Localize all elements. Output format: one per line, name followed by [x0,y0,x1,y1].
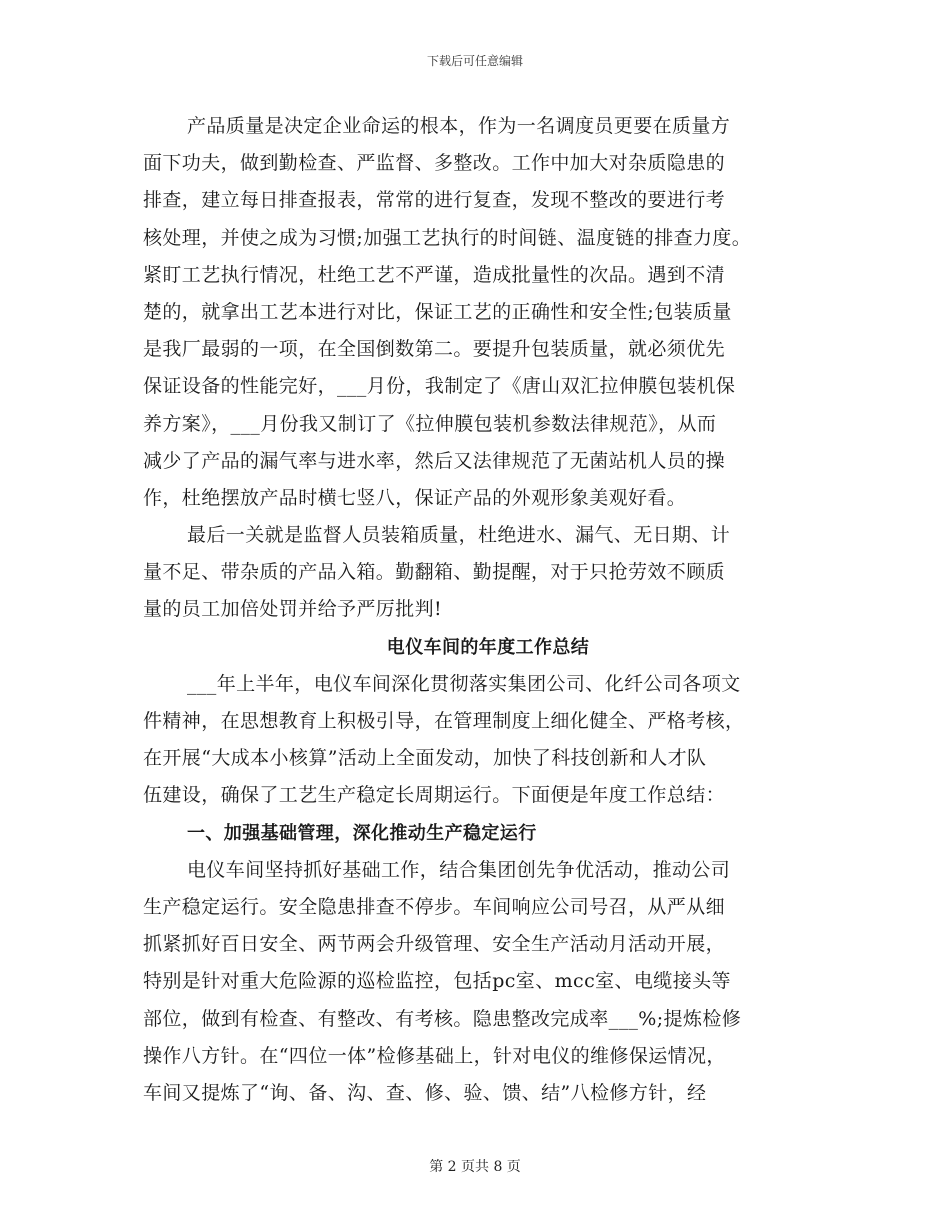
paragraph-line: 核处理，并使之成为习惯;加强工艺执行的时间链、温度链的排查力度。 [143,226,752,249]
paragraph-line: 面下功夫，做到勤检查、严监督、多整改。工作中加大对杂质隐患的 [143,152,726,175]
paragraph-line: 特别是针对重大危险源的巡检监控，包括pc室、mcc室、电缆接头等 [143,970,731,993]
paragraph-line: ___年上半年，电仪车间深化贯彻落实集团公司、化纤公司各项文 [187,672,741,695]
page-header: 下载后可任意编辑 [426,54,523,68]
paragraph-line: 电仪车间坚持抓好基础工作，结合集团创先争优活动，推动公司 [187,858,731,881]
paragraph-line: 减少了产品的漏气率与进水率，然后又法律规范了无菌站机人员的操 [143,449,726,472]
paragraph-line: 是我厂最弱的一项，在全国倒数第二。要提升包装质量，就必须优先 [143,338,726,361]
paragraph-line: 楚的，就拿出工艺本进行对比，保证工艺的正确性和安全性;包装质量 [143,300,732,323]
paragraph-line: 产品质量是决定企业命运的根本，作为一名调度员更要在质量方 [187,115,731,137]
paragraph-line: 在开展“大成本小核算”活动上全面发动，加快了科技创新和人才队 [143,747,707,770]
paragraph-line: 量不足、带杂质的产品入箱。勤翻箱、勤提醒，对于只抢劳效不顾质 [143,561,726,584]
section-title: 电仪车间的年度工作总结 [386,636,590,658]
paragraph-line: 保证设备的性能完好，___月份，我制定了《唐山双汇拉伸膜包装机保 [143,375,736,398]
paragraph-line: 件精神，在思想教育上积极引导，在管理制度上细化健全、严格考核， [143,710,745,732]
paragraph-line: 作，杜绝摆放产品时横七竖八，保证产品的外观形象美观好看。 [143,486,687,509]
paragraph-line: 排查，建立每日排查报表，常常的进行复查，发现不整改的要进行考 [143,189,726,212]
page-footer: 第 2 页共 8 页 [429,1159,521,1175]
document-body [143,108,833,1112]
paragraph-line: 操作八方针。在“四位一体”检修基础上，针对电仪的维修保运情况， [143,1044,726,1067]
paragraph-line: 抓紧抓好百日安全、两节两会升级管理、安全生产活动月活动开展， [143,933,726,956]
paragraph-line: 部位，做到有检查、有整改、有考核。隐患整改完成率___%;提炼检修 [143,1007,742,1030]
paragraph-line: 生产稳定运行。安全隐患排查不停步。车间响应公司号召，从严从细 [143,895,726,918]
paragraph-line: 紧盯工艺执行情况，杜绝工艺不严谨，造成批量性的次品。遇到不清 [143,263,726,286]
paragraph-line: 车间又提炼了“询、备、沟、查、修、验、馈、结”八检修方针，经 [143,1081,707,1104]
paragraph-line: 伍建设，确保了工艺生产稳定长周期运行。下面便是年度工作总结： [143,784,726,807]
section-heading: 一、加强基础管理，深化推动生产稳定运行 [187,822,537,844]
paragraph-line: 养方案》，___月份我又制订了《拉伸膜包装机参数法律规范》，从而 [143,412,717,435]
paragraph-line: 最后一关就是监督人员装箱质量，杜绝进水、漏气、无日期、计 [187,524,731,547]
paragraph-line: 量的员工加倍处罚并给予严厉批判! [143,598,443,621]
